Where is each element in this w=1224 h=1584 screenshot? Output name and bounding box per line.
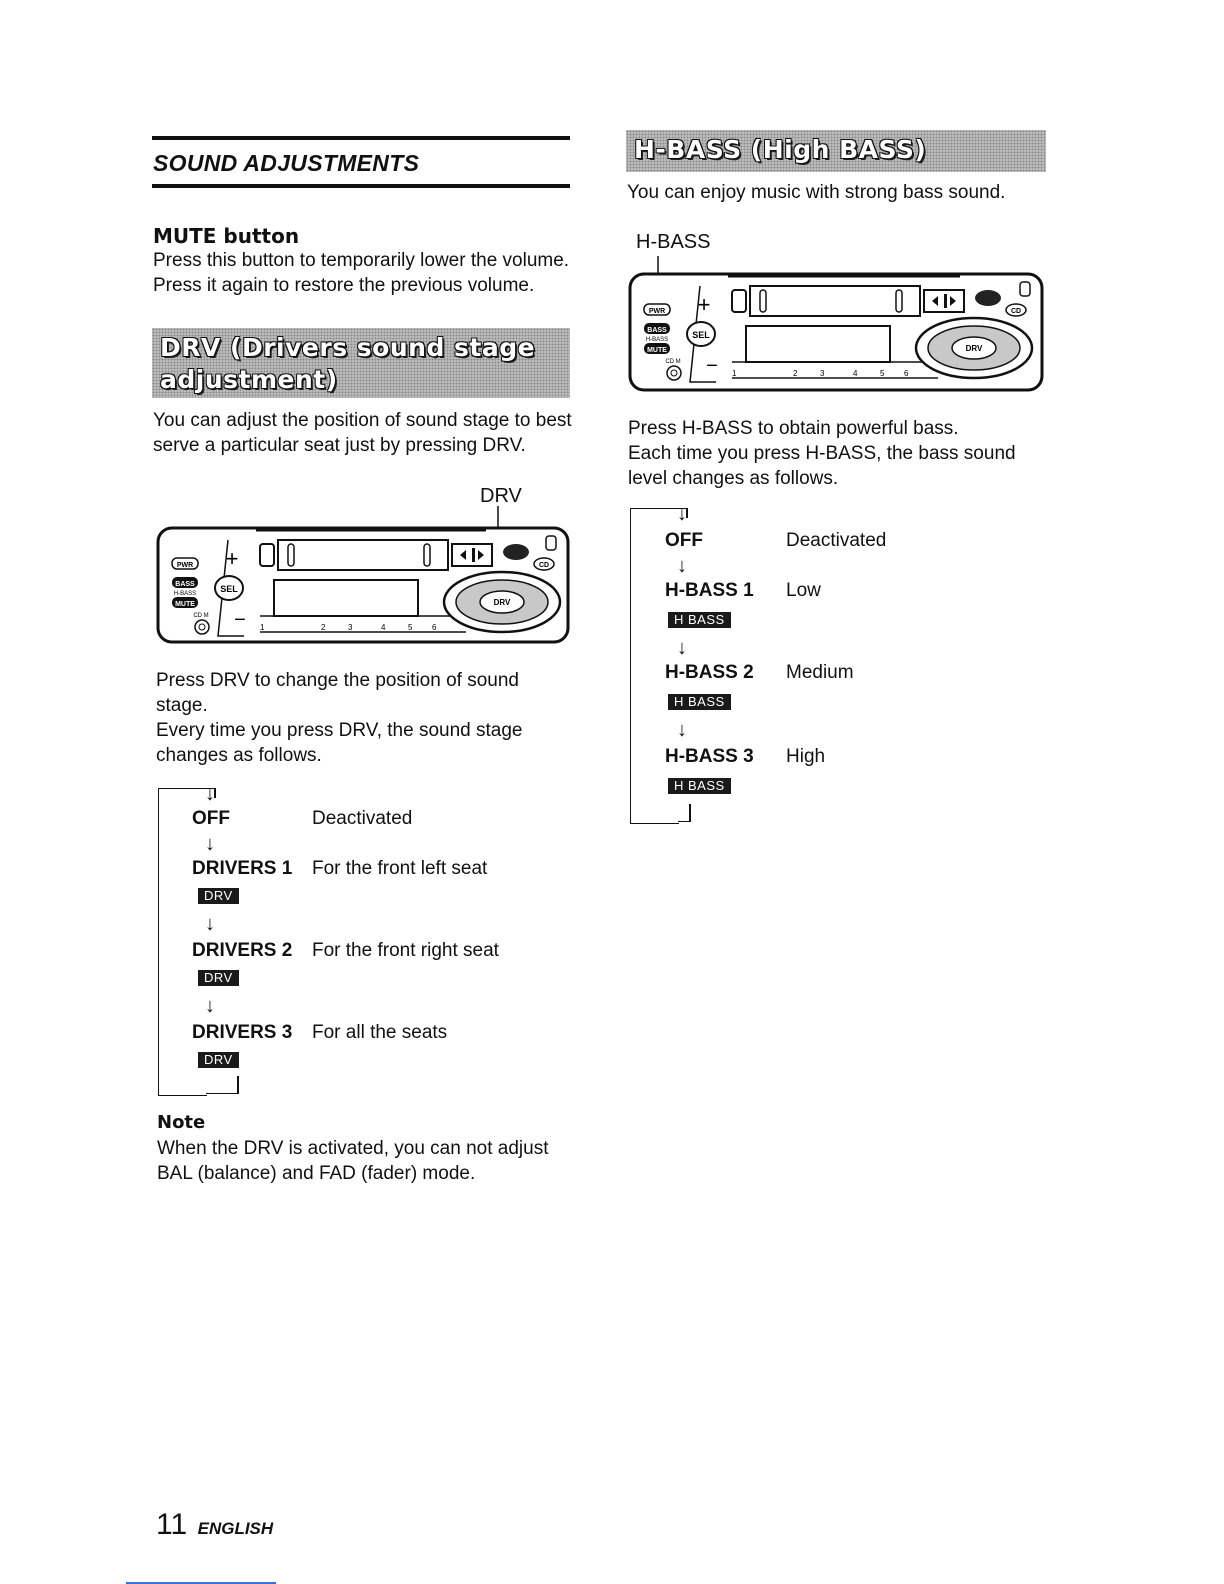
arrow-icon: ↓ [677, 555, 687, 577]
drv-press-text [156, 668, 576, 768]
plus-label: + [697, 292, 711, 317]
arrow-icon: ↓ [677, 503, 687, 525]
page-edge-line [126, 1582, 276, 1584]
hbass-banner-title: H-BASS (High BASS) [634, 135, 927, 164]
drv-step-2-desc: For the front right seat [312, 940, 499, 961]
arrow-icon: ↓ [677, 719, 687, 741]
hbass-small-label: H-BASS [645, 337, 669, 343]
hbass-step-2-name: H-BASS 2 [665, 662, 754, 683]
mute-button-label: MUTE [647, 347, 667, 354]
hbass-indicator-badge: H BASS [668, 612, 731, 628]
hbass-diagram-label: H-BASS [636, 231, 711, 253]
hbass-step-3-desc: High [786, 746, 826, 767]
hbass-step-1-desc: Low [786, 580, 821, 601]
preset-4: 4 [381, 623, 386, 632]
drv-device-diagram [156, 506, 572, 646]
drv-intro [153, 408, 583, 458]
preset-6: 6 [432, 623, 437, 632]
preset-5: 5 [880, 369, 885, 378]
section-title: SOUND ADJUSTMENTS [153, 150, 420, 176]
page-number: 11 [156, 1508, 188, 1541]
cdm-label: CD M [665, 359, 681, 365]
hbass-intro: You can enjoy music with strong bass sound. [627, 182, 1006, 203]
hbass-step-2-desc: Medium [786, 662, 854, 683]
hbass-step-1-name: H-BASS 1 [665, 580, 754, 601]
mute-button-label: MUTE [175, 601, 195, 608]
preset-6: 6 [904, 369, 909, 378]
drv-button-label: DRV [493, 598, 511, 607]
drv-button-label: DRV [965, 344, 983, 353]
preset-4: 4 [853, 369, 858, 378]
drv-indicator-badge: DRV [198, 970, 239, 986]
arrow-icon: ↓ [205, 833, 215, 855]
bass-button-label: BASS [175, 581, 195, 588]
drv-step-off-desc: Deactivated [312, 808, 413, 829]
bass-button-label: BASS [647, 327, 667, 334]
drv-intro-line-1: You can adjust the position of sound stage to best [153, 410, 572, 431]
drv-step-3-desc: For all the seats [312, 1022, 448, 1043]
preset-1: 1 [260, 623, 265, 632]
hbass-press-text [628, 416, 1058, 491]
arrow-icon: ↓ [677, 637, 687, 659]
drv-indicator-badge: DRV [198, 888, 239, 904]
drv-press-line-2: stage. [156, 695, 208, 716]
drv-step-1-name: DRIVERS 1 [192, 858, 293, 879]
arrow-icon: ↓ [205, 995, 215, 1017]
hbass-cycle-chart [630, 503, 1050, 826]
bottom-rule [152, 184, 570, 188]
preset-2: 2 [321, 623, 326, 632]
minus-label: − [234, 609, 246, 631]
note-line-2: BAL (balance) and FAD (fader) mode. [157, 1163, 476, 1184]
mute-line-2: Press it again to restore the previous volume. [153, 275, 535, 296]
hbass-device-diagram [628, 252, 1046, 394]
pwr-button-label: PWR [176, 562, 194, 569]
pwr-button-label: PWR [648, 308, 666, 315]
plus-label: + [225, 546, 239, 571]
drv-indicator-badge: DRV [198, 1052, 239, 1068]
sel-label: SEL [220, 584, 238, 594]
cd-label: CD [538, 562, 550, 569]
drv-press-line-4: changes as follows. [156, 745, 322, 766]
drv-step-off-name: OFF [192, 808, 230, 829]
preset-1: 1 [732, 369, 737, 378]
preset-2: 2 [793, 369, 798, 378]
sel-label: SEL [692, 330, 710, 340]
preset-3: 3 [348, 623, 353, 632]
drv-press-line-3: Every time you press DRV, the sound stage [156, 720, 523, 741]
mute-description [153, 248, 583, 298]
drv-diagram-label: DRV [480, 485, 522, 507]
preset-3: 3 [820, 369, 825, 378]
footer-language: ENGLISH [197, 1519, 274, 1538]
drv-step-2-name: DRIVERS 2 [192, 940, 293, 961]
hbass-small-label: H-BASS [173, 591, 197, 597]
hbass-step-3-name: H-BASS 3 [665, 746, 754, 767]
top-rule [152, 136, 570, 140]
hbass-banner [626, 130, 1046, 172]
cdm-label: CD M [193, 613, 209, 619]
preset-5: 5 [408, 623, 413, 632]
arrow-icon: ↓ [205, 913, 215, 935]
hbass-step-off-name: OFF [665, 530, 703, 551]
drv-step-3-name: DRIVERS 3 [192, 1022, 293, 1043]
note-heading: Note [157, 1112, 206, 1133]
drv-banner-line-1: DRV (Drivers sound stage [160, 333, 536, 362]
mute-heading: MUTE button [153, 224, 300, 248]
hbass-press-line-2: Each time you press H-BASS, the bass sound [628, 443, 1016, 464]
hbass-indicator-badge: H BASS [668, 778, 731, 794]
hbass-press-line-3: level changes as follows. [628, 468, 839, 489]
mute-line-1: Press this button to temporarily lower the volume. [153, 250, 570, 271]
drv-press-line-1: Press DRV to change the position of sound [156, 670, 519, 691]
page-footer [156, 1508, 273, 1542]
drv-banner [152, 328, 570, 398]
minus-label: − [706, 355, 718, 377]
drv-cycle-chart [158, 783, 578, 1096]
cd-label: CD [1010, 308, 1022, 315]
drv-intro-line-2: serve a particular seat just by pressing DRV. [153, 435, 526, 456]
note-text [157, 1136, 587, 1186]
arrow-icon: ↓ [205, 783, 215, 805]
drv-step-1-desc: For the front left seat [312, 858, 488, 879]
drv-banner-line-2: adjustment) [160, 365, 338, 394]
hbass-press-line-1: Press H-BASS to obtain powerful bass. [628, 418, 959, 439]
hbass-step-off-desc: Deactivated [786, 530, 887, 551]
note-line-1: When the DRV is activated, you can not adjust [157, 1138, 549, 1159]
hbass-indicator-badge: H BASS [668, 694, 731, 710]
